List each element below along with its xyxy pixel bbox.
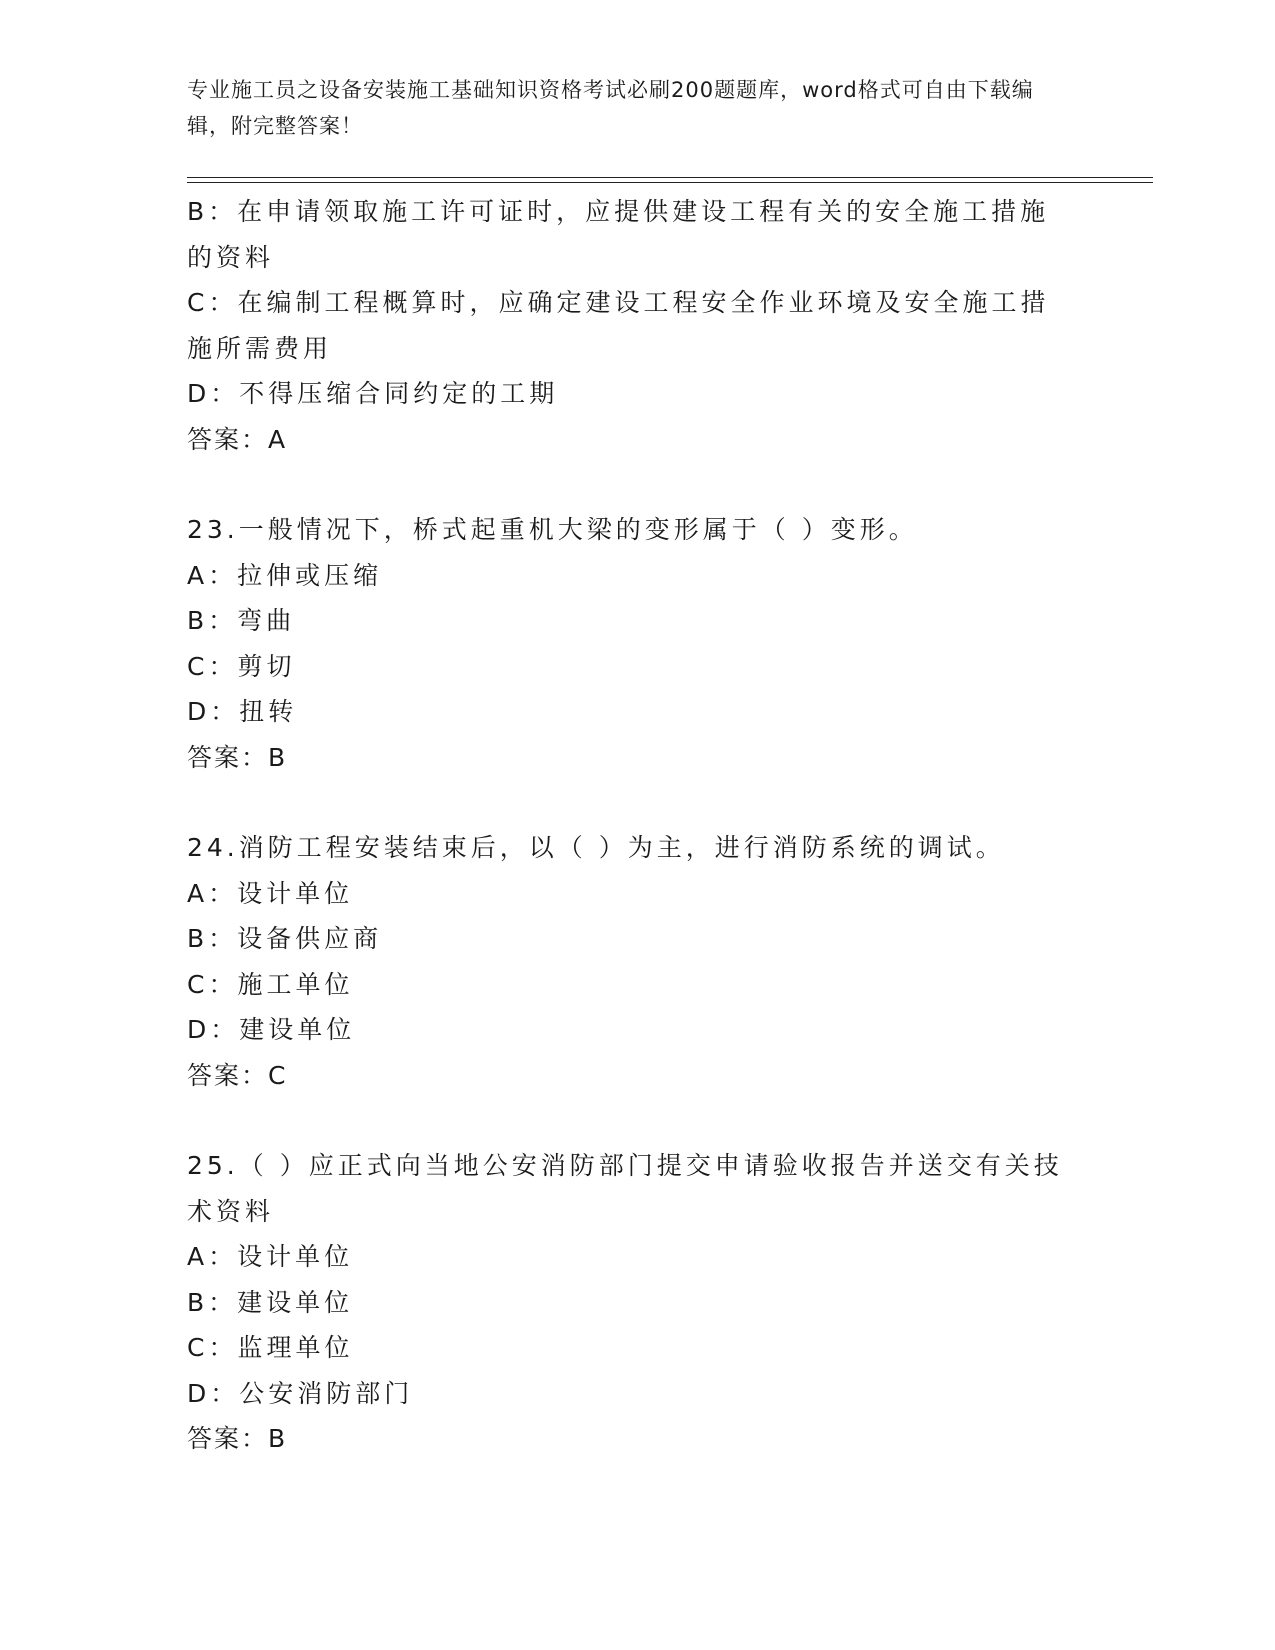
option-d: D：公安消防部门 — [187, 1378, 414, 1408]
option-d: D：不得压缩合同约定的工期 — [187, 379, 559, 408]
option-c: C：剪切 — [187, 651, 296, 681]
option-b: B：建设单位 — [187, 1287, 354, 1317]
question-25 — [187, 1143, 1077, 1462]
option-c: C：施工单位 — [187, 969, 354, 999]
document-body — [187, 189, 1077, 1462]
header-divider — [187, 177, 1153, 183]
question-stem: 23.一般情况下，桥式起重机大梁的变形属于（ ）变形。 — [187, 515, 918, 544]
question-stem: 24.消防工程安装结束后，以（ ）为主，进行消防系统的调试。 — [187, 833, 1005, 862]
option-a: A：拉伸或压缩 — [187, 560, 383, 590]
answer-line: 答案：B — [187, 1424, 288, 1453]
answer-line: 答案：B — [187, 742, 288, 772]
option-a: A：设计单位 — [187, 878, 354, 908]
option-b: B：弯曲 — [187, 606, 296, 635]
question-24 — [187, 825, 1077, 1098]
option-c: C：在编制工程概算时，应确定建设工程安全作业环境及安全施工措施所需费用 — [187, 288, 1050, 363]
page-header: 专业施工员之设备安装施工基础知识资格考试必刷200题题库，word格式可自由下载编辑，附完整答案！ — [187, 78, 1034, 138]
option-a: A：设计单位 — [187, 1242, 354, 1271]
answer-line: 答案：C — [187, 1060, 288, 1090]
option-b: B：在申请领取施工许可证时，应提供建设工程有关的安全施工措施的资料 — [187, 197, 1050, 272]
option-d: D：建设单位 — [187, 1015, 356, 1044]
option-d: D：扭转 — [187, 697, 298, 726]
answer-line: 答案：A — [187, 424, 288, 454]
continued-question — [187, 189, 1077, 462]
question-stem: 25.（ ）应正式向当地公安消防部门提交申请验收报告并送交有关技术资料 — [187, 1151, 1063, 1226]
question-23 — [187, 507, 1077, 780]
option-c: C：监理单位 — [187, 1333, 354, 1362]
option-b: B：设备供应商 — [187, 924, 383, 953]
